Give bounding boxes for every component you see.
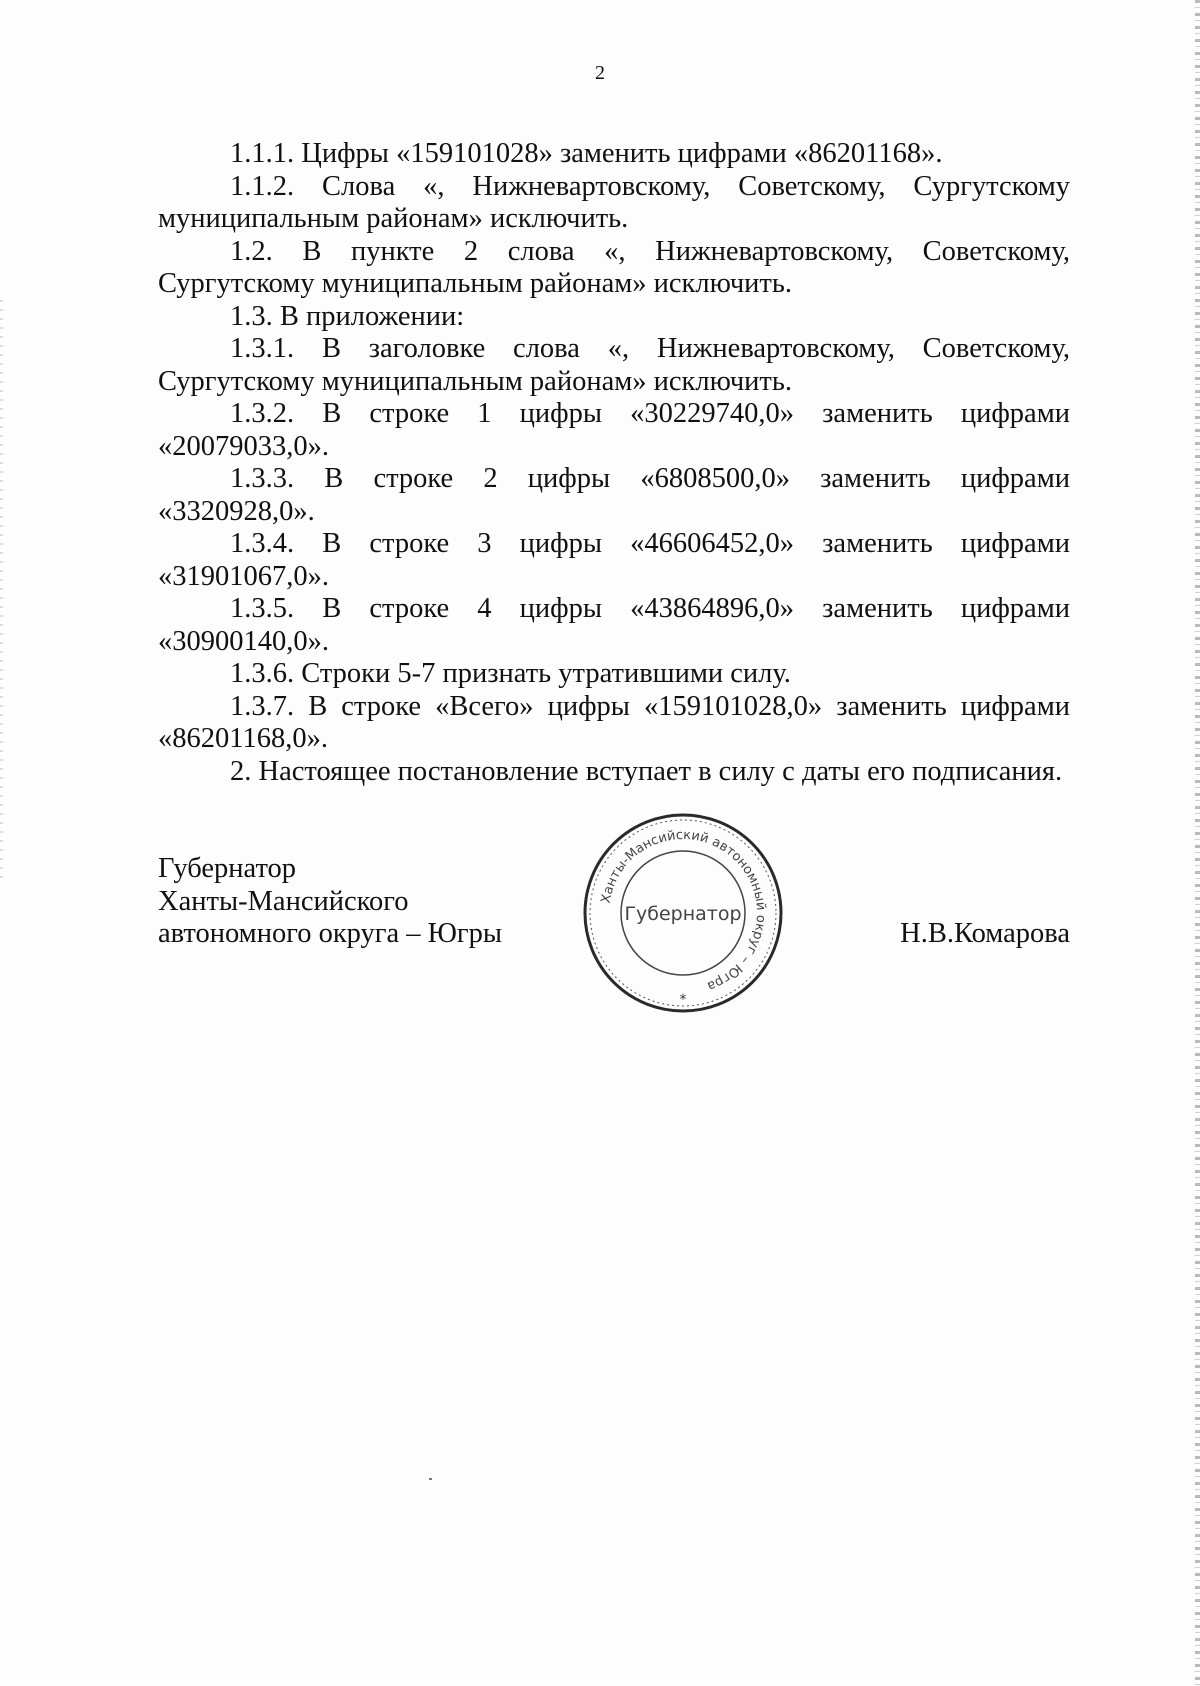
paragraph-1-3-7: 1.3.7. В строке «Всего» цифры «159101028,0» заменить цифрами «86201168,0». xyxy=(158,690,1070,754)
paragraph-2: 2. Настоящее постановление вступает в силу с даты его подписания. xyxy=(230,755,1063,787)
paragraph-1-3-4: 1.3.4. В строке 3 цифры «46606452,0» заменить цифрами «31901067,0». xyxy=(158,528,1070,592)
paragraph-1-3-5: 1.3.5. В строке 4 цифры «43864896,0» заменить цифрами «30900140,0». xyxy=(158,593,1070,657)
document-body xyxy=(158,138,1070,788)
signatory-title-line: Ханты-Мансийского xyxy=(158,885,409,917)
page-number: 2 xyxy=(595,62,605,84)
paragraph-1-3-6: 1.3.6. Строки 5-7 признать утратившими силу. xyxy=(230,658,791,689)
signatory-title-line: автономного округа – Югры xyxy=(158,918,503,949)
paragraph-1-1-2: 1.1.2. Слова «, Нижневартовскому, Советскому, Сургутскому муниципальным районам» исключить. xyxy=(158,170,1070,234)
seal-star-icon: * xyxy=(679,992,687,1008)
scan-edge-right xyxy=(1195,0,1200,1686)
signatory-title xyxy=(158,853,502,951)
paragraph-1-3: 1.3. В приложении: xyxy=(230,300,465,332)
paragraph-1-3-1: 1.3.1. В заголовке слова «, Нижневартовскому, Советскому, Сургутскому муниципальным районам» исключить. xyxy=(158,333,1070,397)
signatory-title-line: Губернатор xyxy=(158,853,297,884)
signature-block xyxy=(158,827,1070,1053)
paragraph-1-1-1: 1.1.1. Цифры «159101028» заменить цифрами «86201168». xyxy=(230,138,943,169)
signatory-name: Н.В.Комарова xyxy=(900,918,1070,949)
paragraph-1-3-3: 1.3.3. В строке 2 цифры «6808500,0» заменить цифрами «3320928,0». xyxy=(158,463,1070,527)
paragraph-1-2: 1.2. В пункте 2 слова «, Нижневартовскому, Советскому, Сургутскому муниципальным районам» исключить. xyxy=(158,235,1070,299)
scan-speck xyxy=(429,1478,432,1480)
seal-center-text: Губернатор xyxy=(624,903,742,925)
scan-edge-left xyxy=(0,300,3,880)
seal-ring-text: Ханты-Мансийский автономный округ – Югра xyxy=(598,827,769,994)
official-seal xyxy=(578,808,788,1018)
paragraph-1-3-2: 1.3.2. В строке 1 цифры «30229740,0» заменить цифрами «20079033,0». xyxy=(158,398,1070,462)
